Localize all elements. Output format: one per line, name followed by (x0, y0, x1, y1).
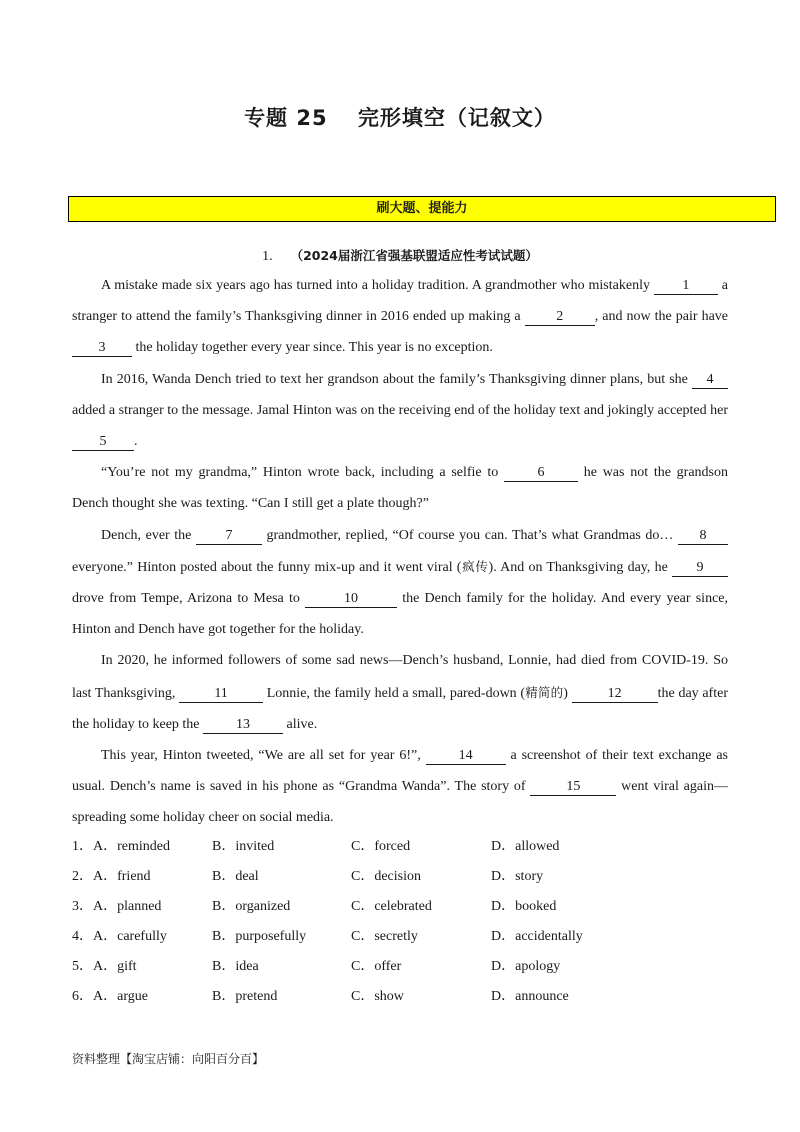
option-b[interactable]: B．invited (212, 839, 275, 854)
page-title: 专题 25 完形填空（记叙文） (244, 106, 556, 130)
cloze-passage (72, 270, 728, 834)
passage-text: Dench, ever the (101, 527, 196, 543)
blank-13[interactable]: 13 (203, 716, 283, 734)
option-d[interactable]: D．accidentally (491, 929, 583, 944)
blank-11[interactable]: 11 (179, 685, 263, 703)
passage-text: went viral again—spreading some holiday cheer on social media. (72, 779, 728, 826)
passage-text-chinese: 精简的 (525, 684, 564, 700)
blank-8[interactable]: 8 (678, 527, 728, 545)
blank-4[interactable]: 4 (692, 371, 728, 389)
option-a[interactable]: A．gift (93, 959, 137, 974)
option-d[interactable]: D．apology (491, 959, 561, 974)
option-number: 1．A．reminded (72, 839, 170, 854)
option-row-5 (72, 956, 728, 986)
blank-2[interactable]: 2 (525, 308, 595, 326)
passage-text-chinese: 疯传 (461, 558, 489, 574)
passage-text: everyone.” Hinton posted about the funny mix-up and it went viral ( (72, 559, 462, 575)
question-header (0, 246, 800, 265)
option-row-4 (72, 926, 728, 956)
passage-text: the day after the holiday to keep the (72, 685, 728, 732)
passage-text: “You’re not my grandma,” Hinton wrote back, including a selfie to (101, 465, 505, 481)
option-row-2 (72, 866, 728, 896)
paragraph-1 (72, 270, 728, 364)
passage-text: added a stranger to the message. Jamal Hinton was on the receiving end of the holiday text and jokingly accepted her (72, 402, 728, 418)
blank-15[interactable]: 15 (530, 778, 616, 796)
answer-options (72, 836, 728, 1016)
passage-text: a screenshot of their text exchange as usual. Dench’s name is saved in his phone as “Grandma Wanda”. The story of (72, 748, 728, 795)
option-b[interactable]: B．pretend (212, 989, 278, 1004)
option-a[interactable]: A．planned (93, 899, 162, 914)
option-c[interactable]: C．show (351, 989, 404, 1004)
blank-12[interactable]: 12 (572, 685, 658, 703)
passage-text: drove from Tempe, Arizona to Mesa to (72, 591, 306, 607)
option-b[interactable]: B．organized (212, 899, 291, 914)
blank-3[interactable]: 3 (72, 339, 132, 357)
paragraph-5 (72, 645, 728, 740)
option-row-6 (72, 986, 728, 1016)
passage-text: grandmother, replied, “Of course you can. That’s what Grandmas do… (261, 527, 678, 543)
passage-text: he was not the grandson Dench thought she was texting. “Can I still get a plate though?” (72, 465, 728, 512)
passage-text: In 2020, he informed followers of some sad news—Dench’s husband, Lonnie, had died from COVID-19. So last Thanksgiving, (72, 653, 728, 701)
option-a[interactable]: A．carefully (93, 929, 167, 944)
option-c[interactable]: C．celebrated (351, 899, 432, 914)
passage-text: ) (563, 685, 572, 701)
option-row-1 (72, 836, 728, 866)
option-c[interactable]: C．offer (351, 959, 402, 974)
passage-text: the Dench family for the holiday. And every year since, Hinton and Dench have got together for the holiday. (72, 591, 729, 638)
option-d[interactable]: D．announce (491, 989, 569, 1004)
paragraph-2 (72, 364, 728, 458)
blank-1[interactable]: 1 (654, 277, 718, 295)
blank-7[interactable]: 7 (196, 527, 262, 545)
option-d[interactable]: D．booked (491, 899, 557, 914)
passage-text: the holiday together every year since. This year is no exception. (132, 340, 493, 356)
passage-text: . (134, 434, 138, 450)
passage-text: ). And on Thanksgiving day, he (488, 559, 672, 575)
blank-5[interactable]: 5 (72, 433, 134, 451)
option-number: 3．A．planned (72, 899, 162, 914)
passage-text: a stranger to attend the family’s Thanksgiving dinner in 2016 ended up making a (72, 278, 729, 325)
option-a[interactable]: A．argue (93, 989, 148, 1004)
option-d[interactable]: D．story (491, 869, 544, 884)
paragraph-3 (72, 457, 728, 519)
question-source: （2024届浙江省强基联盟适应性考试试题） (290, 248, 538, 263)
blank-9[interactable]: 9 (672, 559, 728, 577)
option-a[interactable]: A．friend (93, 869, 151, 884)
passage-text: This year, Hinton tweeted, “We are all set for year 6!”, (101, 748, 426, 764)
passage-text: Lonnie, the family held a small, pared-down ( (263, 685, 526, 701)
option-number: 5．A．gift (72, 959, 137, 974)
option-b[interactable]: B．idea (212, 959, 259, 974)
blank-6[interactable]: 6 (504, 464, 578, 482)
passage-text: , and now the pair have (594, 309, 729, 325)
paragraph-6 (72, 740, 728, 834)
option-c[interactable]: C．secretly (351, 929, 418, 944)
option-number: 4．A．carefully (72, 929, 167, 944)
question-number: 1. (262, 249, 273, 264)
passage-text: In 2016, Wanda Dench tried to text her grandson about the family’s Thanksgiving dinner plans, but she (101, 371, 692, 387)
passage-text: A mistake made six years ago has turned into a holiday tradition. A grandmother who mistakenly (101, 278, 654, 293)
blank-10[interactable]: 10 (305, 590, 397, 608)
option-c[interactable]: C．forced (351, 839, 411, 854)
footer-note: 资料整理【淘宝店铺：向阳百分百】 (72, 1052, 265, 1066)
option-row-3 (72, 896, 728, 926)
passage-text: alive. (283, 716, 318, 732)
option-b[interactable]: B．deal (212, 869, 259, 884)
option-number: 6．A．argue (72, 989, 148, 1004)
paragraph-4 (72, 520, 728, 646)
section-banner: 刷大题、提能力 (68, 196, 776, 222)
option-d[interactable]: D．allowed (491, 839, 560, 854)
option-number: 2．A．friend (72, 869, 151, 884)
option-b[interactable]: B．purposefully (212, 929, 307, 944)
option-a[interactable]: A．reminded (93, 839, 170, 854)
blank-14[interactable]: 14 (426, 747, 506, 765)
option-c[interactable]: C．decision (351, 869, 421, 884)
